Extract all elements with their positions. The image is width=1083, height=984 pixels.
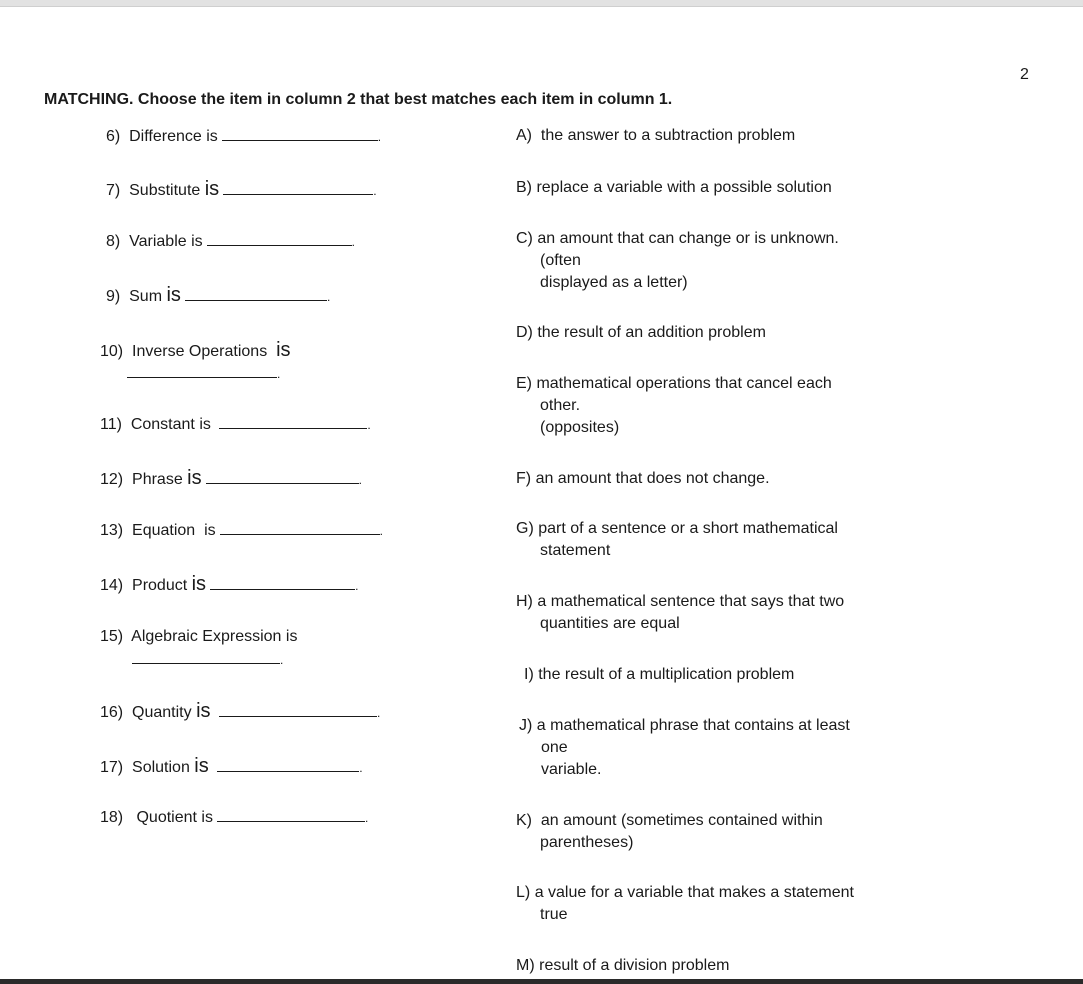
- answer-option: M) result of a division problem: [516, 957, 730, 974]
- answer-option: I) the result of a multiplication problem: [524, 666, 795, 683]
- answer-option: L) a value for a variable that makes a statement true: [516, 884, 854, 923]
- question-item: 18) Quotient is .: [100, 809, 369, 826]
- answer-blank[interactable]: [217, 809, 365, 822]
- answer-blank[interactable]: [132, 651, 280, 664]
- question-item: 11) Constant is .: [100, 416, 371, 433]
- page-title: MATCHING. Choose the item in column 2 that best matches each item in column 1.: [44, 91, 673, 108]
- answer-option: D) the result of an addition problem: [516, 324, 766, 341]
- answer-option: J) a mathematical phrase that contains at least one variable.: [519, 717, 850, 778]
- answer-option: B) replace a variable with a possible solution: [516, 179, 832, 196]
- answer-option: G) part of a sentence or a short mathematical statement: [516, 520, 838, 559]
- answer-blank[interactable]: [185, 288, 327, 301]
- question-item: 17) Solution is .: [100, 755, 363, 777]
- answer-blank[interactable]: [206, 471, 359, 484]
- question-item: 16) Quantity is .: [100, 700, 381, 722]
- question-item: 7) Substitute is .: [106, 178, 377, 200]
- question-item-continuation: .: [132, 650, 283, 670]
- question-item: 8) Variable is .: [106, 233, 355, 250]
- question-item: 14) Product is .: [100, 573, 359, 595]
- question-item-continuation: .: [127, 364, 280, 384]
- question-item: 15) Algebraic Expression is: [100, 628, 298, 645]
- answer-blank[interactable]: [219, 704, 377, 717]
- question-item: 13) Equation is .: [100, 522, 383, 539]
- answer-blank[interactable]: [220, 522, 380, 535]
- answer-option: E) mathematical operations that cancel each other. (opposites): [516, 375, 832, 436]
- answer-blank[interactable]: [210, 577, 355, 590]
- question-item: 12) Phrase is .: [100, 467, 362, 489]
- question-item: 6) Difference is .: [106, 128, 382, 145]
- top-border: [0, 0, 1083, 7]
- answer-option: A) the answer to a subtraction problem: [516, 127, 796, 144]
- bottom-border: [0, 979, 1083, 984]
- question-item: 9) Sum is .: [106, 284, 331, 306]
- question-item: 10) Inverse Operations is: [100, 339, 291, 361]
- answer-blank[interactable]: [207, 233, 352, 246]
- answer-option: F) an amount that does not change.: [516, 470, 770, 487]
- answer-option: H) a mathematical sentence that says that two quantities are equal: [516, 593, 845, 632]
- answer-option: K) an amount (sometimes contained within parentheses): [516, 812, 823, 851]
- answer-blank[interactable]: [217, 759, 359, 772]
- answer-blank[interactable]: [127, 365, 277, 378]
- answer-blank[interactable]: [223, 182, 373, 195]
- answer-option: C) an amount that can change or is unknown. (often displayed as a letter): [516, 230, 839, 291]
- answer-blank[interactable]: [219, 416, 367, 429]
- page-number: 2: [1020, 66, 1029, 83]
- answer-blank[interactable]: [222, 128, 378, 141]
